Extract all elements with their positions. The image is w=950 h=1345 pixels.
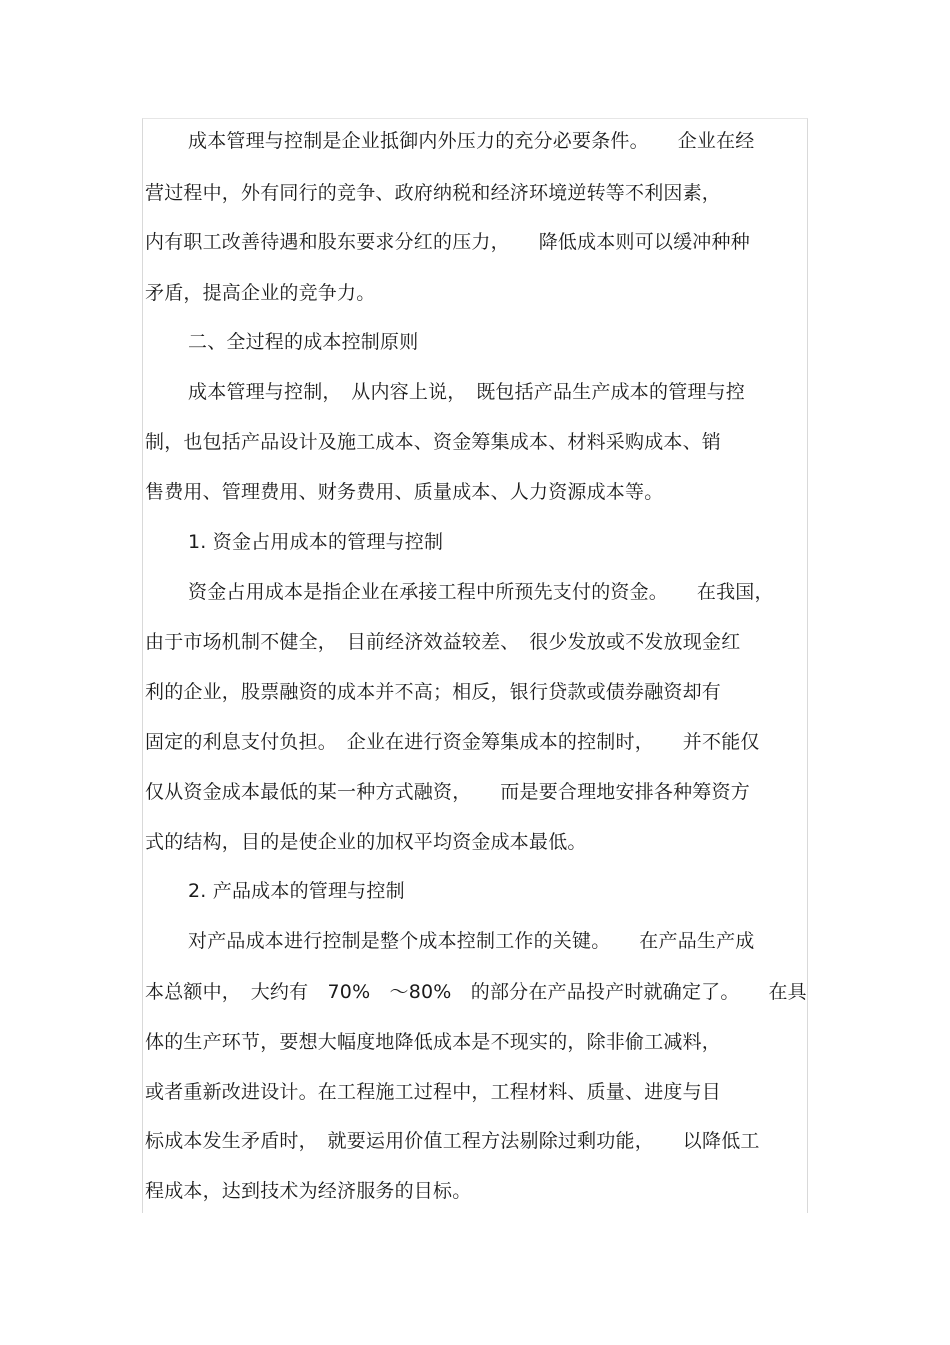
paragraph-1-line-1: 成本管理与控制是企业抵御内外压力的充分必要条件。 企业在经 <box>188 130 755 152</box>
paragraph-4-line-6: 程成本，达到技术为经济服务的目标。 <box>145 1180 472 1202</box>
paragraph-1-line-2: 营过程中，外有同行的竞争、政府纳税和经济环境逆转等不利因素， <box>145 182 722 204</box>
paragraph-4-line-4: 或者重新改进设计。在工程施工过程中，工程材料、质量、进度与目 <box>145 1081 722 1103</box>
paragraph-1-line-3: 内有职工改善待遇和股东要求分红的压力， 降低成本则可以缓冲种种 <box>145 231 750 253</box>
subsection-heading-1: 1. 资金占用成本的管理与控制 <box>188 531 444 553</box>
paragraph-3-line-5: 仅从资金成本最低的某一种方式融资， 而是要合理地安排各种筹资方 <box>145 781 750 803</box>
paragraph-3-line-2: 由于市场机制不健全， 目前经济效益较差、 很少发放或不发放现金红 <box>145 631 741 653</box>
paragraph-4-line-2: 本总额中， 大约有 70% ～80% 的部分在产品投产时就确定了。 在具 <box>145 981 807 1003</box>
paragraph-4-line-1: 对产品成本进行控制是整个成本控制工作的关键。 在产品生产成 <box>188 930 755 952</box>
paragraph-4-line-3: 体的生产环节，要想大幅度地降低成本是不现实的，除非偷工减料， <box>145 1031 722 1053</box>
paragraph-3-line-4: 固定的利息支付负担。 企业在进行资金筹集成本的控制时， 并不能仅 <box>145 731 760 753</box>
paragraph-3-line-1: 资金占用成本是指企业在承接工程中所预先支付的资金。 在我国， <box>188 581 774 603</box>
subsection-heading-2: 2. 产品成本的管理与控制 <box>188 880 405 902</box>
paragraph-2-line-3: 售费用、管理费用、财务费用、质量成本、人力资源成本等。 <box>145 481 664 503</box>
paragraph-4-line-5: 标成本发生矛盾时， 就要运用价值工程方法剔除过剩功能， 以降低工 <box>145 1130 760 1152</box>
paragraph-3-line-6: 式的结构，目的是使企业的加权平均资金成本最低。 <box>145 831 587 853</box>
section-heading-2: 二、全过程的成本控制原则 <box>188 331 419 353</box>
paragraph-2-line-2: 制，也包括产品设计及施工成本、资金筹集成本、材料采购成本、销 <box>145 431 722 453</box>
paragraph-2-line-1: 成本管理与控制， 从内容上说， 既包括产品生产成本的管理与控 <box>188 381 746 403</box>
paragraph-1-line-4: 矛盾，提高企业的竞争力。 <box>145 282 376 304</box>
paragraph-3-line-3: 利的企业，股票融资的成本并不高；相反，银行贷款或债券融资却有 <box>145 681 722 703</box>
